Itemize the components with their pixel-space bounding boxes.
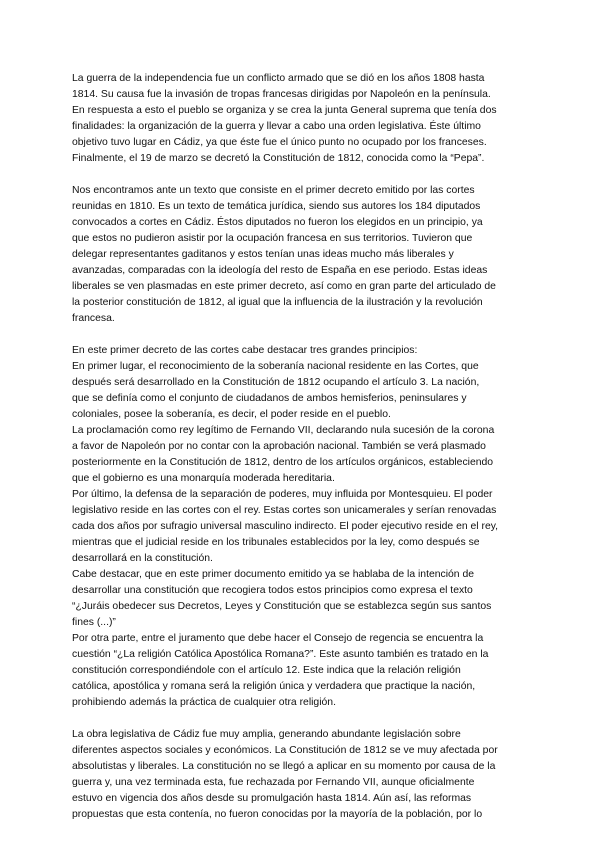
paragraph-text-context: Nos encontramos ante un texto que consiste en el primer decreto emitido por las cortes reunidas en 1810. Es un texto de temática jurídica, siendo sus autores los 184 diputados convocados a cortes en Cádiz. Éstos diputados no fueron los elegidos en un principio, ya que estos no pudieron asistir por la ocupación francesa en sus territorios. Tuvieron que delegar representantes gaditanos y estos tenían unas ideas mucho más liberales y avanzadas, comparadas con la ideología del resto de España en ese periodo. Estas ideas liberales se ven plasmadas en este primer decreto, así como en gran parte del articulado de la posterior constitución de 1812, al igual que la influencia de la ilustración y la revolución francesa. [72, 185, 496, 324]
paragraph-spacer [72, 711, 530, 727]
paragraph-introduction: La guerra de la independencia fue un conflicto armado que se dió en los años 1808 hasta 1814. Su causa fue la invasión de tropas francesas dirigidas por Napoleón en la península. En respuesta a esto el pueblo se organiza y se crea la junta General suprema que tenía dos finalidades: la organización de la guerra y llevar a cabo una orden legislativa. Éste último objetivo tuvo lugar en Cádiz, ya que éste fue el único punto no ocupado por los franceses. Finalmente, el 19 de marzo se decretó la Constitución de 1812, conocida como la “Pepa”. [72, 73, 497, 164]
paragraph-spacer [72, 327, 530, 343]
paragraph-legislative-work: La obra legislativa de Cádiz fue muy amplia, generando abundante legislación sobre diferentes aspectos sociales y económicos. La Constitución de 1812 se ve muy afectada por absolutistas y liberales. La constitución no se llegó a aplicar en su momento por causa de la guerra y, una vez terminada esta, fue rechazada por Fernando VII, aunque oficialmente estuvo en vigencia dos años desde su promulgación hasta 1814. Aún así, las reformas propuestas que esta contenía, no fueron conocidas por la mayoría de la población, por lo [72, 729, 498, 820]
document-body [72, 71, 530, 823]
paragraph-spacer [72, 167, 530, 183]
paragraph-principles: En este primer decreto de las cortes cabe destacar tres grandes principios: En primer lugar, el reconocimiento de la soberanía nacional residente en las Cortes, que después será desarrollado en la Constitución de 1812 ocupando el artículo 3. La nación, que se definía como el conjunto de ciudadanos de ambos hemisferios, peninsulares y coloniales, posee la soberanía, es decir, el poder reside en el pueblo. La proclamación como rey legítimo de Fernando VII, declarando nula sucesión de la corona a favor de Napoleón por no contar con la aprobación nacional. También se verá plasmado posteriormente en la Constitución de 1812, dentro de los artículos orgánicos, estableciendo que el gobierno es una monarquía moderada hereditaria. Por último, la defensa de la separación de poderes, muy influida por Montesquieu. El poder legislativo reside en las cortes con el rey. Estas cortes son unicamerales y serían renovadas cada dos años por sufragio universal masculino indirecto. El poder ejecutivo reside en el rey, mientras que el judicial reside en los tribunales establecidos por la ley, como después se desarrollará en la constitución. Cabe destacar, que en este primer documento emitido ya se hablaba de la intención de desarrollar una constitución que recogiera todos estos principios como expresa el texto “¿Juráis obedecer sus Decretos, Leyes y Constitución que se establezca según sus santos fines (...)” Por otra parte, entre el juramento que debe hacer el Consejo de regencia se encuentra la cuestión “¿La religión Católica Apostólica Romana?”. Este asunto también es tratado en la constitución correspondiéndole con el artículo 12. Este indica que la relación religión católica, apostólica y romana será la religión única y verdadera que practique la nación, prohibiendo además la práctica de cualquier otra religión. [72, 345, 499, 708]
